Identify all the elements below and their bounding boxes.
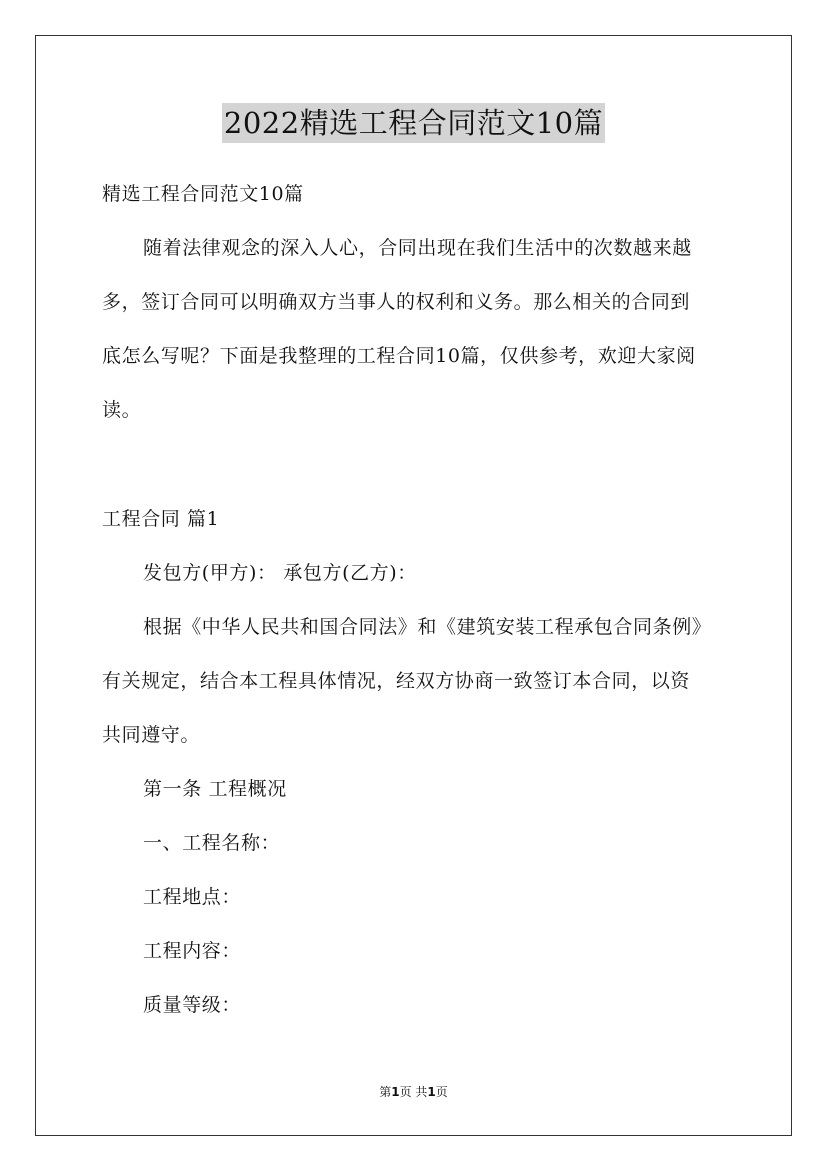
document-subtitle: 精选工程合同范文10篇 — [102, 183, 304, 205]
basis-line-1: 根据《中华人民共和国合同法》和《建筑安装工程承包合同条例》 — [143, 616, 712, 638]
parties-line: 发包方(甲方)： 承包方(乙方)： — [143, 562, 417, 584]
intro-line-1: 随着法律观念的深入人心，合同出现在我们生活中的次数越来越 — [143, 237, 692, 259]
intro-line-4: 读。 — [102, 399, 142, 421]
field-quality-grade: 质量等级： — [143, 994, 242, 1016]
field-project-location: 工程地点： — [143, 886, 242, 908]
footer-prefix: 第 — [379, 1085, 392, 1099]
section-heading: 工程合同 篇1 — [102, 508, 220, 530]
field-project-name: 一、工程名称： — [143, 832, 281, 854]
basis-line-3: 共同遵守。 — [102, 724, 201, 746]
footer-page-number: 1 — [391, 1085, 400, 1099]
footer-suffix: 页 — [435, 1085, 448, 1099]
intro-line-2: 多，签订合同可以明确双方当事人的权利和义务。那么相关的合同到 — [102, 291, 691, 313]
page-footer — [0, 1084, 827, 1100]
basis-line-2: 有关规定，结合本工程具体情况，经双方协商一致签订本合同，以资 — [102, 670, 691, 692]
document-title: 2022精选工程合同范文10篇 — [222, 103, 605, 143]
intro-line-3: 底怎么写呢？下面是我整理的工程合同10篇，仅供参考，欢迎大家阅 — [102, 345, 696, 367]
title-area — [0, 103, 827, 143]
footer-middle: 页 共 — [399, 1085, 428, 1099]
article-one-heading: 第一条 工程概况 — [143, 778, 287, 800]
field-project-content: 工程内容： — [143, 940, 242, 962]
footer-total-pages: 1 — [427, 1085, 436, 1099]
